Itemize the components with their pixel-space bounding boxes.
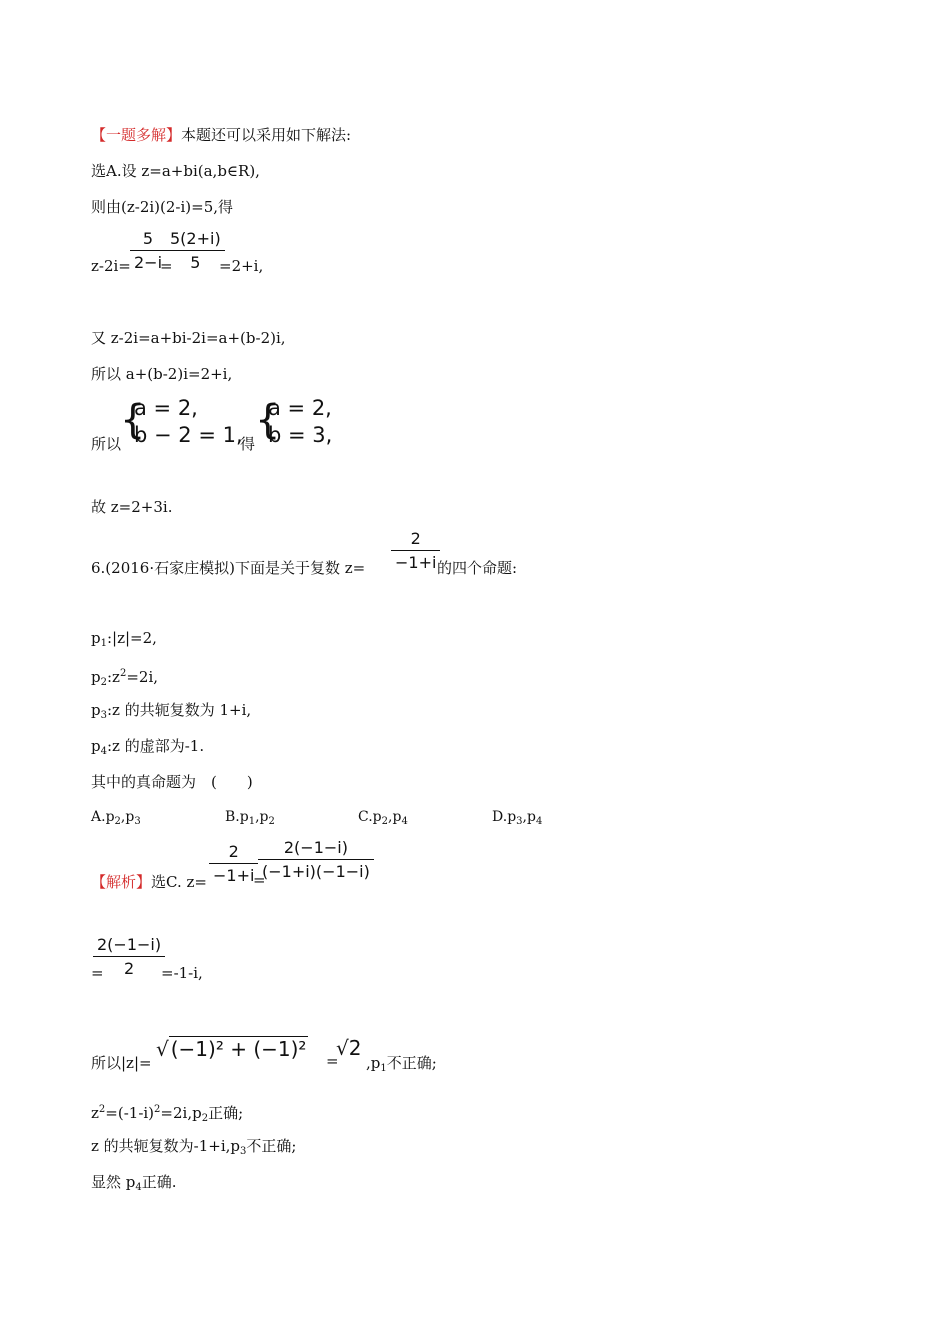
question-text: 其中的真命题为 ( ) [91,773,253,791]
text: z 的共轭复数为-1+i, [91,1137,231,1155]
line-choose-a: 选A.设 z=a+bi(a,b∈R), [91,162,260,180]
left-brace-icon: { [120,397,146,443]
fraction-numerator: 2(−1−i) [283,838,348,857]
step1-fraction-2 [166,229,225,272]
exponent: 2 [119,668,127,679]
option-c[interactable] [358,809,408,827]
fraction-denominator: 2−i [134,253,163,272]
modulus-tail [366,1052,437,1074]
system-mid: 得 [240,435,256,453]
fraction-denominator: −1+i [213,866,255,885]
line-obvious [91,1172,177,1198]
step2-fraction [93,935,165,978]
option-letter: C. [358,809,373,825]
text: 正确; [208,1104,244,1122]
text: =(-1-i) [105,1104,155,1122]
option-b[interactable] [225,809,275,827]
step1-prefix: z-2i= [91,257,131,275]
prop-text: :|z|=2, [106,629,157,647]
separator: , [255,809,260,825]
fraction-numerator: 5(2+i) [170,229,221,248]
prop-symbol: p [507,809,517,825]
prop-symbol: p [91,701,101,719]
prop-symbol: p [239,809,249,825]
option-letter: A. [91,809,106,825]
prop-symbol: p [372,809,382,825]
modulus-sqrt [156,1036,308,1061]
fraction-numerator: 5 [142,229,154,248]
proposition-2 [91,664,158,693]
option-a[interactable] [91,809,141,827]
analysis-fraction-2 [258,838,374,881]
prop-text: =2i, [126,668,159,686]
equals-sign: = [326,1052,339,1070]
text: 正确. [141,1173,177,1191]
line-from: 则由(z-2i)(2-i)=5,得 [91,198,234,216]
fraction-numerator: 2(−1−i) [97,935,162,954]
prop-symbol: p [91,668,101,686]
prop-index: 1 [100,638,107,649]
prop-symbol: p [526,809,536,825]
analysis-label: 【解析】 [91,873,152,891]
prop-symbol: p [91,629,101,647]
prop-symbol: p [192,1104,202,1122]
problem6-text-before: 6.(2016·石家庄模拟)下面是关于复数 z= [91,559,366,577]
text: z [91,1104,99,1122]
prop-index: 4 [401,816,408,827]
modulus-prefix: 所以|z|= [91,1054,152,1072]
step2-prefix: = [91,964,104,982]
proposition-1 [91,628,157,654]
prop-index: 3 [134,816,141,827]
exponent: 2 [98,1104,106,1115]
multi-solution-label: 【一题多解】 [91,126,182,144]
analysis-line [91,871,207,892]
system-prefix: 所以 [91,435,122,453]
step2-suffix: =-1-i, [161,964,203,982]
equals-sign: = [253,871,266,889]
line-conjugate [91,1136,296,1162]
prop-index: 2 [381,816,389,827]
prop-index: 1 [380,1063,387,1074]
prop-text: 不正确; [386,1054,437,1072]
problem6-fraction [391,529,440,572]
system-row: a = 2, [268,396,332,420]
prop-symbol: p [105,809,115,825]
option-d[interactable] [492,809,542,827]
fraction-denominator: 2 [123,959,135,978]
system-right [268,395,332,449]
prop-symbol: p [125,1173,136,1191]
prop-symbol: p [392,809,402,825]
line-so: 所以 a+(b-2)i=2+i, [91,365,233,383]
system-row: b = 3, [268,423,333,447]
prop-text: :z [106,668,120,686]
prop-index: 4 [135,1182,142,1193]
prop-symbol: p [370,1054,381,1072]
step1-suffix: =2+i, [219,257,264,275]
analysis-fraction-1 [209,842,258,885]
prop-index: 2 [100,677,107,688]
separator: , [388,809,393,825]
line-also: 又 z-2i=a+bi-2i=a+(b-2)i, [91,329,286,347]
separator: , [120,809,126,825]
fraction-denominator: 5 [190,253,201,272]
method-heading [91,125,351,145]
prop-symbol: p [125,809,135,825]
fraction-denominator: (−1+i)(−1−i) [262,862,370,881]
prop-text: :z 的虚部为-1. [106,737,205,755]
left-brace-icon: { [255,397,281,443]
prop-symbol: p [91,737,101,755]
prop-index: 4 [100,746,107,757]
exponent: 2 [154,1104,161,1115]
prop-symbol: p [259,809,269,825]
prop-index: 2 [268,816,275,827]
problem6-text-after: 的四个命题: [437,559,518,577]
proposition-3 [91,700,251,726]
fraction-numerator: 2 [228,842,239,861]
prop-index: 2 [114,816,121,827]
line-therefore: 故 z=2+3i. [91,498,173,516]
option-letter: B. [225,809,240,825]
separator: , [366,1054,371,1072]
option-letter: D. [492,809,508,825]
prop-index: 3 [240,1146,247,1157]
equals-sign: = [160,257,173,275]
text: =2i, [160,1104,193,1122]
text: 显然 [91,1173,126,1191]
prop-index: 2 [201,1113,209,1124]
system-left [134,395,243,449]
proposition-4 [91,736,204,762]
radicand: (−1)² + (−1)² [170,1037,307,1061]
sqrt-icon: √ [156,1037,169,1061]
fraction-numerator: 2 [410,529,421,548]
prop-index: 3 [100,710,107,721]
separator: , [522,809,527,825]
sqrt-two: √2 [336,1036,362,1060]
analysis-text: 选C. z= [151,873,207,891]
system-row: b − 2 = 1, [134,423,243,447]
prop-index: 4 [535,816,543,827]
fraction-denominator: −1+i [395,553,437,572]
system-row: a = 2, [134,396,198,420]
prop-symbol: p [230,1137,241,1155]
prop-text: :z 的共轭复数为 1+i, [106,701,252,719]
heading-text: 本题还可以采用如下解法: [181,126,352,144]
line-z-squared [91,1100,243,1129]
prop-index: 3 [516,816,523,827]
text: 不正确; [246,1137,297,1155]
prop-index: 1 [248,816,256,827]
